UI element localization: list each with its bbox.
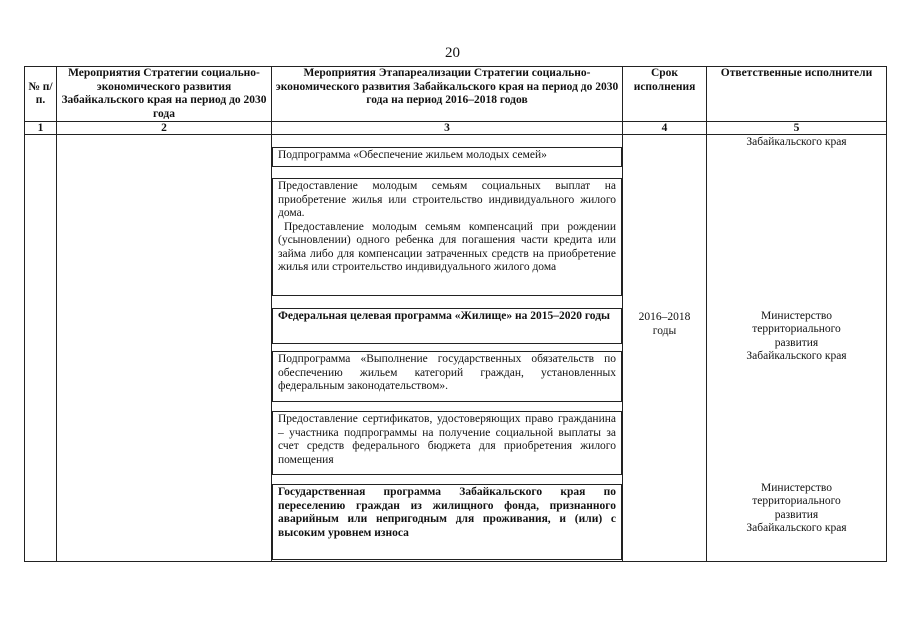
header-col-stage: Мероприятия Этапареализации Стратегии социально-экономического развития Забайкальского края на период до 2030 года на период 2016–2018 годов — [272, 67, 623, 122]
responsible-resettlement: Министерство территориального развития Забайкальского края — [746, 481, 847, 534]
resettlement-program: Государственная программа Забайкальского края по переселению граждан из жилищного фонда, признанного аварийным или непригодным для проживания, и (или) с высоким уровнем износа — [272, 484, 622, 560]
header-col-responsible: Ответственные исполнители — [707, 67, 887, 122]
cell-stage — [272, 135, 623, 562]
cell-strategy — [57, 135, 272, 562]
column-number: 2 — [57, 122, 272, 135]
table-row — [25, 135, 887, 562]
cell-responsible — [707, 135, 887, 562]
header-col-strategy: Мероприятия Стратегии социально-экономического развития Забайкальского края на период до 2030 года — [57, 67, 272, 122]
deadline-value: 2016–2018 годы — [638, 311, 691, 337]
measures-table — [24, 66, 887, 562]
header-row — [25, 67, 887, 122]
column-number: 3 — [272, 122, 623, 135]
federal-program-housing: Федеральная целевая программа «Жилище» на 2015–2020 годы — [272, 308, 622, 344]
young-families-compensation-text: Предоставление молодым семьям компенсаций при рождении (усыновлении) одного ребенка для погашения части кредита или займа либо для компенсации затраченных средств на приобретение жилья или строительство индивидуального жилого дома — [278, 220, 616, 273]
column-number: 5 — [707, 122, 887, 135]
column-number: 4 — [623, 122, 707, 135]
young-families-measures — [272, 178, 622, 296]
certificates-provision: Предоставление сертификатов, удостоверяющих право гражданина – участника подпрограммы на получение социальной выплаты за счет средств федерального бюджета для приобретения жилого помещения — [272, 411, 622, 475]
column-number: 1 — [25, 122, 57, 135]
header-col-number: № п/п. — [25, 67, 57, 122]
subprogram-young-families: Подпрограмма «Обеспечение жильем молодых семей» — [272, 147, 622, 167]
responsible-top: Забайкальского края — [746, 136, 847, 148]
page-number: 20 — [445, 45, 460, 61]
young-families-payments-text: Предоставление молодым семьям социальных выплат на приобретение жилья или строительство индивидуального жилого дома. — [278, 180, 616, 219]
responsible-federal-program: Министерство территориального развития Забайкальского края — [746, 309, 847, 362]
subprogram-state-obligations: Подпрограмма «Выполнение государственных обязательств по обеспечению жильем категорий граждан, установленных федеральным законодательством». — [272, 351, 622, 402]
column-number-row — [25, 122, 887, 135]
cell-number — [25, 135, 57, 562]
cell-deadline — [623, 135, 707, 562]
header-col-deadline: Срок исполнения — [623, 67, 707, 122]
